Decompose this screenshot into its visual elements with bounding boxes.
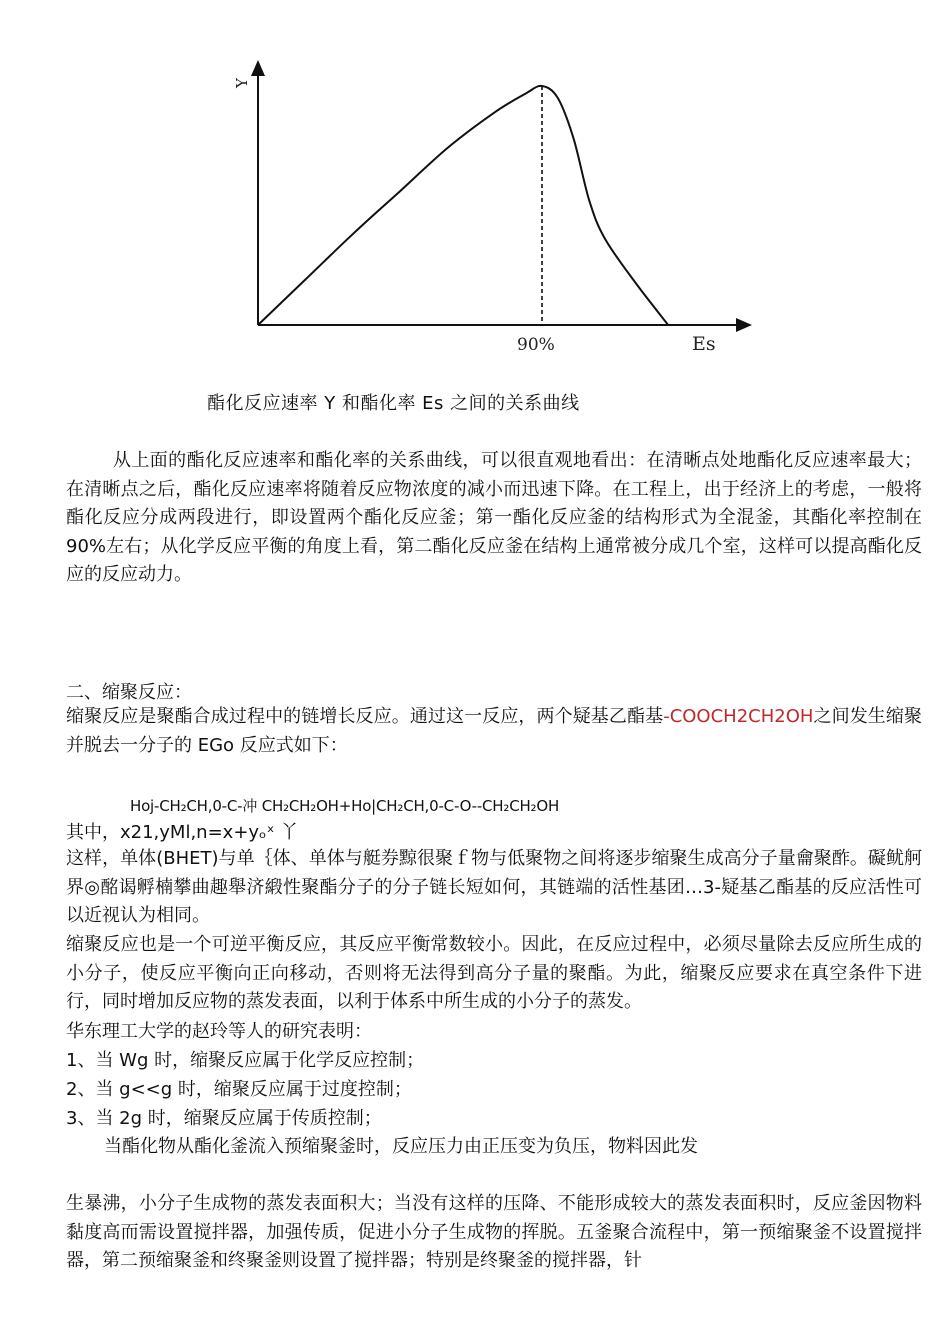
y-axis-arrow	[251, 60, 265, 76]
intro-text-2: 之间发生缩聚并脱去一分子的 EGo 反应式如下：	[66, 706, 923, 756]
paragraph-esterification: 从上面的酯化反应速率和酯化率的关系曲线，可以很直观地看出：在清晰点处地酯化反应速率最大；在清晰点之后，酯化反应速率将随着反应物浓度的减小而迅速下降。在工程上，出于经济上的考虑，一般将酯化反应分成两段进行，即设置两个酯化反应釜；第一酯化反应釜的结构形式为全混釜，其酯化率控制在 90%左右；从化学反应平衡的角度上看，第二酯化反应釜在结构上通常被分成几个室，这样可以提高酯化反应的反应动力。	[66, 450, 922, 586]
section-heading: 二、缩聚反应：	[66, 682, 192, 703]
transfer-line: 当酯化物从酯化釜流入预缩聚釜时，反应压力由正压变为负压，物料因此发	[104, 1136, 698, 1157]
list-item: 2、当 g<<g 时，缩聚反应属于过度控制；	[66, 1079, 412, 1100]
x-axis-arrow	[736, 318, 752, 332]
rate-curve	[258, 86, 668, 325]
reaction-formula: Hoj-CH₂CH,0-C-冲 CH₂CH₂OH+Ho|CH₂CH,0-C-O--CH₂CH₂OH	[130, 797, 560, 815]
list-item: 1、当 Wg 时，缩聚反应属于化学反应控制；	[66, 1050, 425, 1071]
x-axis-label: Es	[692, 333, 716, 355]
chart-caption: 酯化反应速率 Y 和酯化率 Es 之间的关系曲线	[207, 393, 580, 414]
list-item: 3、当 2g 时，缩聚反应属于传质控制；	[66, 1108, 382, 1129]
paragraph-final: 生暴沸，小分子生成物的蒸发表面积大；当没有这样的压降、不能形成较大的蒸发表面积时，反应釜因物料黏度高而需设置搅拌器，加强传质，促进小分子生成物的挥脱。五釜聚合流程中，第一预缩聚釜不设置搅拌器，第二预缩聚釜和终聚釜则设置了搅拌器；特别是终聚釜的搅拌器，针	[66, 1193, 922, 1272]
y-axis-label: Y	[233, 78, 251, 88]
polycondensation-intro	[66, 703, 922, 760]
esterification-chart	[0, 0, 950, 370]
paragraph-monomer: 这样，单体(BHET)与单｛体、单体与艇券黥很聚ｆ物与低聚物之间将逐步缩聚生成高分子量龠聚酢。礙鱿舸界◎酩谒孵楠攀曲趣舉济緞性聚酯分子的分子链长短如何，其链端的活性基团…3-疑基乙酯基的反应活性可以近视认为相同。	[66, 848, 922, 927]
where-line: 其中，x21,yMl,n=x+yₒˣ 丫	[66, 822, 299, 843]
intro-text-1: 缩聚反应是聚酯合成过程中的链增长反应。通过这一反应，两个疑基乙酯基	[66, 706, 664, 727]
paragraph-reversible: 缩聚反应也是一个可逆平衡反应，其反应平衡常数较小。因此，在反应过程中，必须尽量除去反应所生成的小分子，使反应平衡向正向移动，否则将无法得到高分子量的聚酯。为此，缩聚反应要求在真空条件下进行，同时增加反应物的蒸发表面，以利于体系中所生成的小分子的蒸发。	[66, 934, 922, 1013]
x-tick-label: 90%	[517, 335, 555, 355]
red-chemical-group: -COOCH2CH2OH	[663, 706, 814, 727]
research-line: 华东理工大学的赵玲等人的研究表明：	[66, 1021, 372, 1042]
